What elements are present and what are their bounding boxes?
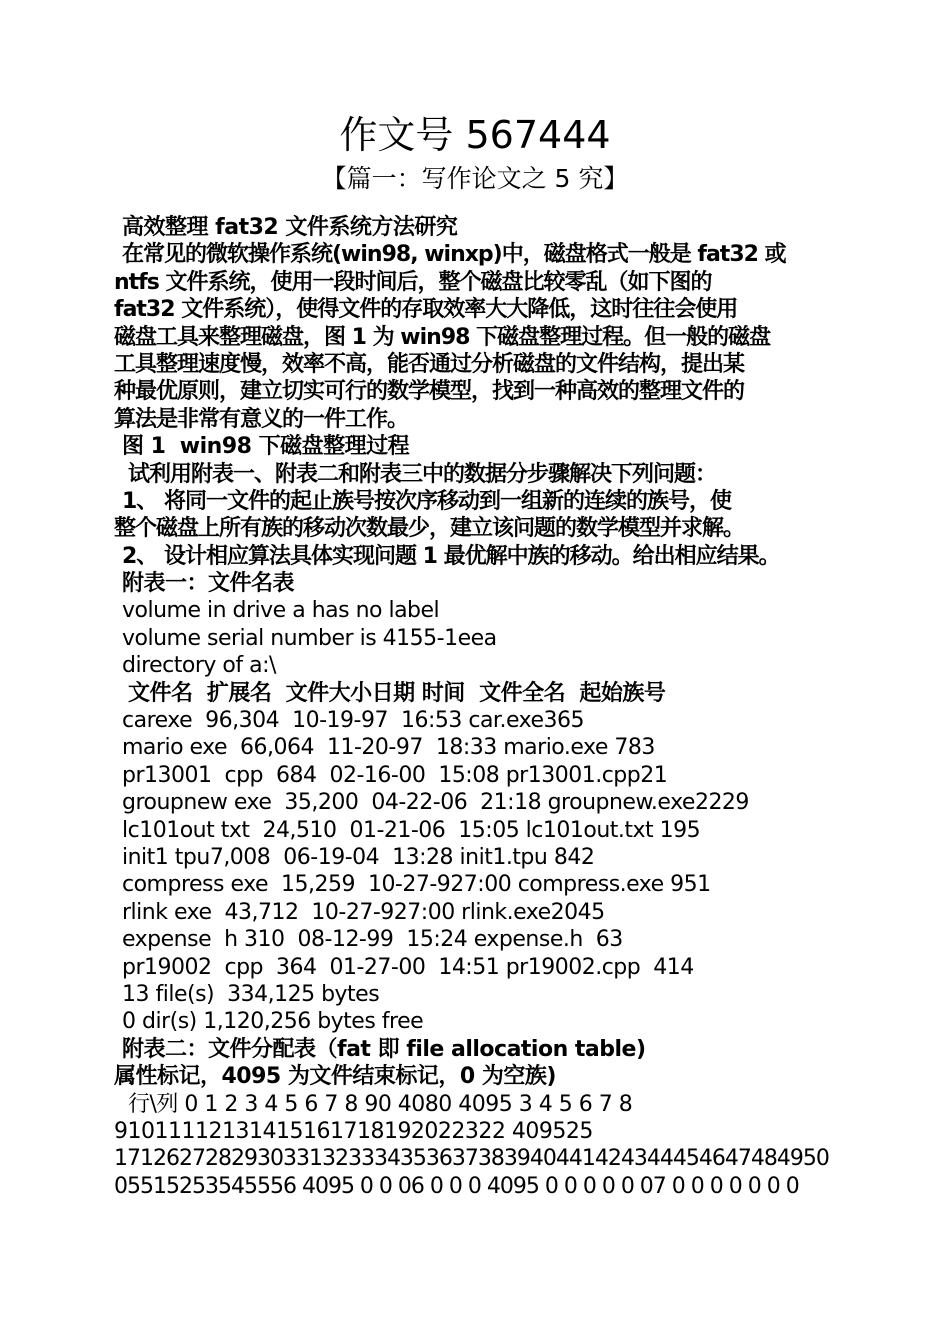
question-2-line: 2、 设计相应算法具体实现问题 1 最优解中族的移动。给出相应结果。 xyxy=(122,543,780,569)
fat-row: 行\列 0 1 2 3 4 5 6 7 8 90 4080 4095 3 4 5 6 7 8 xyxy=(128,1091,633,1117)
table-2-note: 属性标记，4095 为文件结束标记，0 为空族) xyxy=(114,1064,556,1090)
file-row: pr19002 cpp 364 01-27-00 14:51 pr19002.cpp 414 xyxy=(122,954,694,980)
listing-line: volume in drive a has no label xyxy=(122,598,440,624)
listing-summary-line: 0 dir(s) 1,120,256 bytes free xyxy=(122,1009,424,1035)
figure-caption: 图 1 win98 下磁盘整理过程 xyxy=(122,434,410,460)
file-row: init1 tpu7,008 06-19-04 13:28 init1.tpu 842 xyxy=(122,844,595,870)
listing-line: volume serial number is 4155-1eea xyxy=(122,625,497,651)
question-1-line: 整个磁盘上所有族的移动次数最少，建立该问题的数学模型并求解。 xyxy=(114,516,745,542)
paragraph-line: 试利用附表一、附表二和附表三中的数据分步骤解决下列问题： xyxy=(128,461,717,487)
file-row: groupnew exe 35,200 04-22-06 21:18 groupnew.exe2229 xyxy=(122,790,749,816)
file-row: rlink exe 43,712 10-27-927:00 rlink.exe2045 xyxy=(122,899,605,925)
paragraph-line: fat32 文件系统），使得文件的存取效率大大降低，这时往往会使用 xyxy=(114,297,738,323)
paragraph-line: 种最优原则，建立切实可行的数学模型，找到一种高效的整理文件的 xyxy=(114,379,745,405)
listing-summary-line: 13 file(s) 334,125 bytes xyxy=(122,981,380,1007)
file-row: lc101out txt 24,510 01-21-06 15:05 lc101out.txt 195 xyxy=(122,817,701,843)
paragraph-line: 工具整理速度慢，效率不高，能否通过分析磁盘的文件结构，提出某 xyxy=(114,351,745,377)
document-title: 作文号 567444 xyxy=(339,113,611,157)
document-body xyxy=(114,214,854,1200)
fat-row: 1712627282930331323334353637383940441424344454647484950 xyxy=(114,1146,829,1172)
fat-row: 91011112131415161718192022322 409525 xyxy=(114,1118,593,1144)
section-heading: 高效整理 fat32 文件系统方法研究 xyxy=(122,215,458,240)
paragraph-line: 磁盘工具来整理磁盘，图 1 为 win98 下磁盘整理过程。但一般的磁盘 xyxy=(114,324,771,350)
table-1-header-row: 文件名 扩展名 文件大小日期 时间 文件全名 起始族号 xyxy=(128,680,666,706)
paragraph-line: 算法是非常有意义的一件工作。 xyxy=(114,406,409,432)
paragraph-line: 在常见的微软操作系统(win98, winxp)中，磁盘格式一般是 fat32 或 xyxy=(122,242,786,268)
question-1-line: 1、 将同一文件的起止族号按次序移动到一组新的连续的族号，使 xyxy=(122,488,731,514)
table-2-heading: 附表二：文件分配表（fat 即 file allocation table) xyxy=(122,1036,646,1062)
file-row: compress exe 15,259 10-27-927:00 compress.exe 951 xyxy=(122,872,711,898)
file-row: expense h 310 08-12-99 15:24 expense.h 63 xyxy=(122,927,623,953)
file-row: mario exe 66,064 11-20-97 18:33 mario.exe 783 xyxy=(122,735,655,761)
fat-row: 05515253545556 4095 0 0 06 0 0 0 4095 0 0 0 0 0 07 0 0 0 0 0 0 0 xyxy=(114,1173,799,1199)
listing-line: directory of a:\ xyxy=(122,653,276,679)
paragraph-line: ntfs 文件系统，使用一段时间后，整个磁盘比较零乱（如下图的 xyxy=(114,269,712,295)
table-1-heading: 附表一：文件名表 xyxy=(122,571,295,597)
file-row: pr13001 cpp 684 02-16-00 15:08 pr13001.cpp21 xyxy=(122,762,668,788)
file-row: carexe 96,304 10-19-97 16:53 car.exe365 xyxy=(122,708,584,734)
document-subtitle: 【篇一：写作论文之 5 究】 xyxy=(321,164,629,193)
